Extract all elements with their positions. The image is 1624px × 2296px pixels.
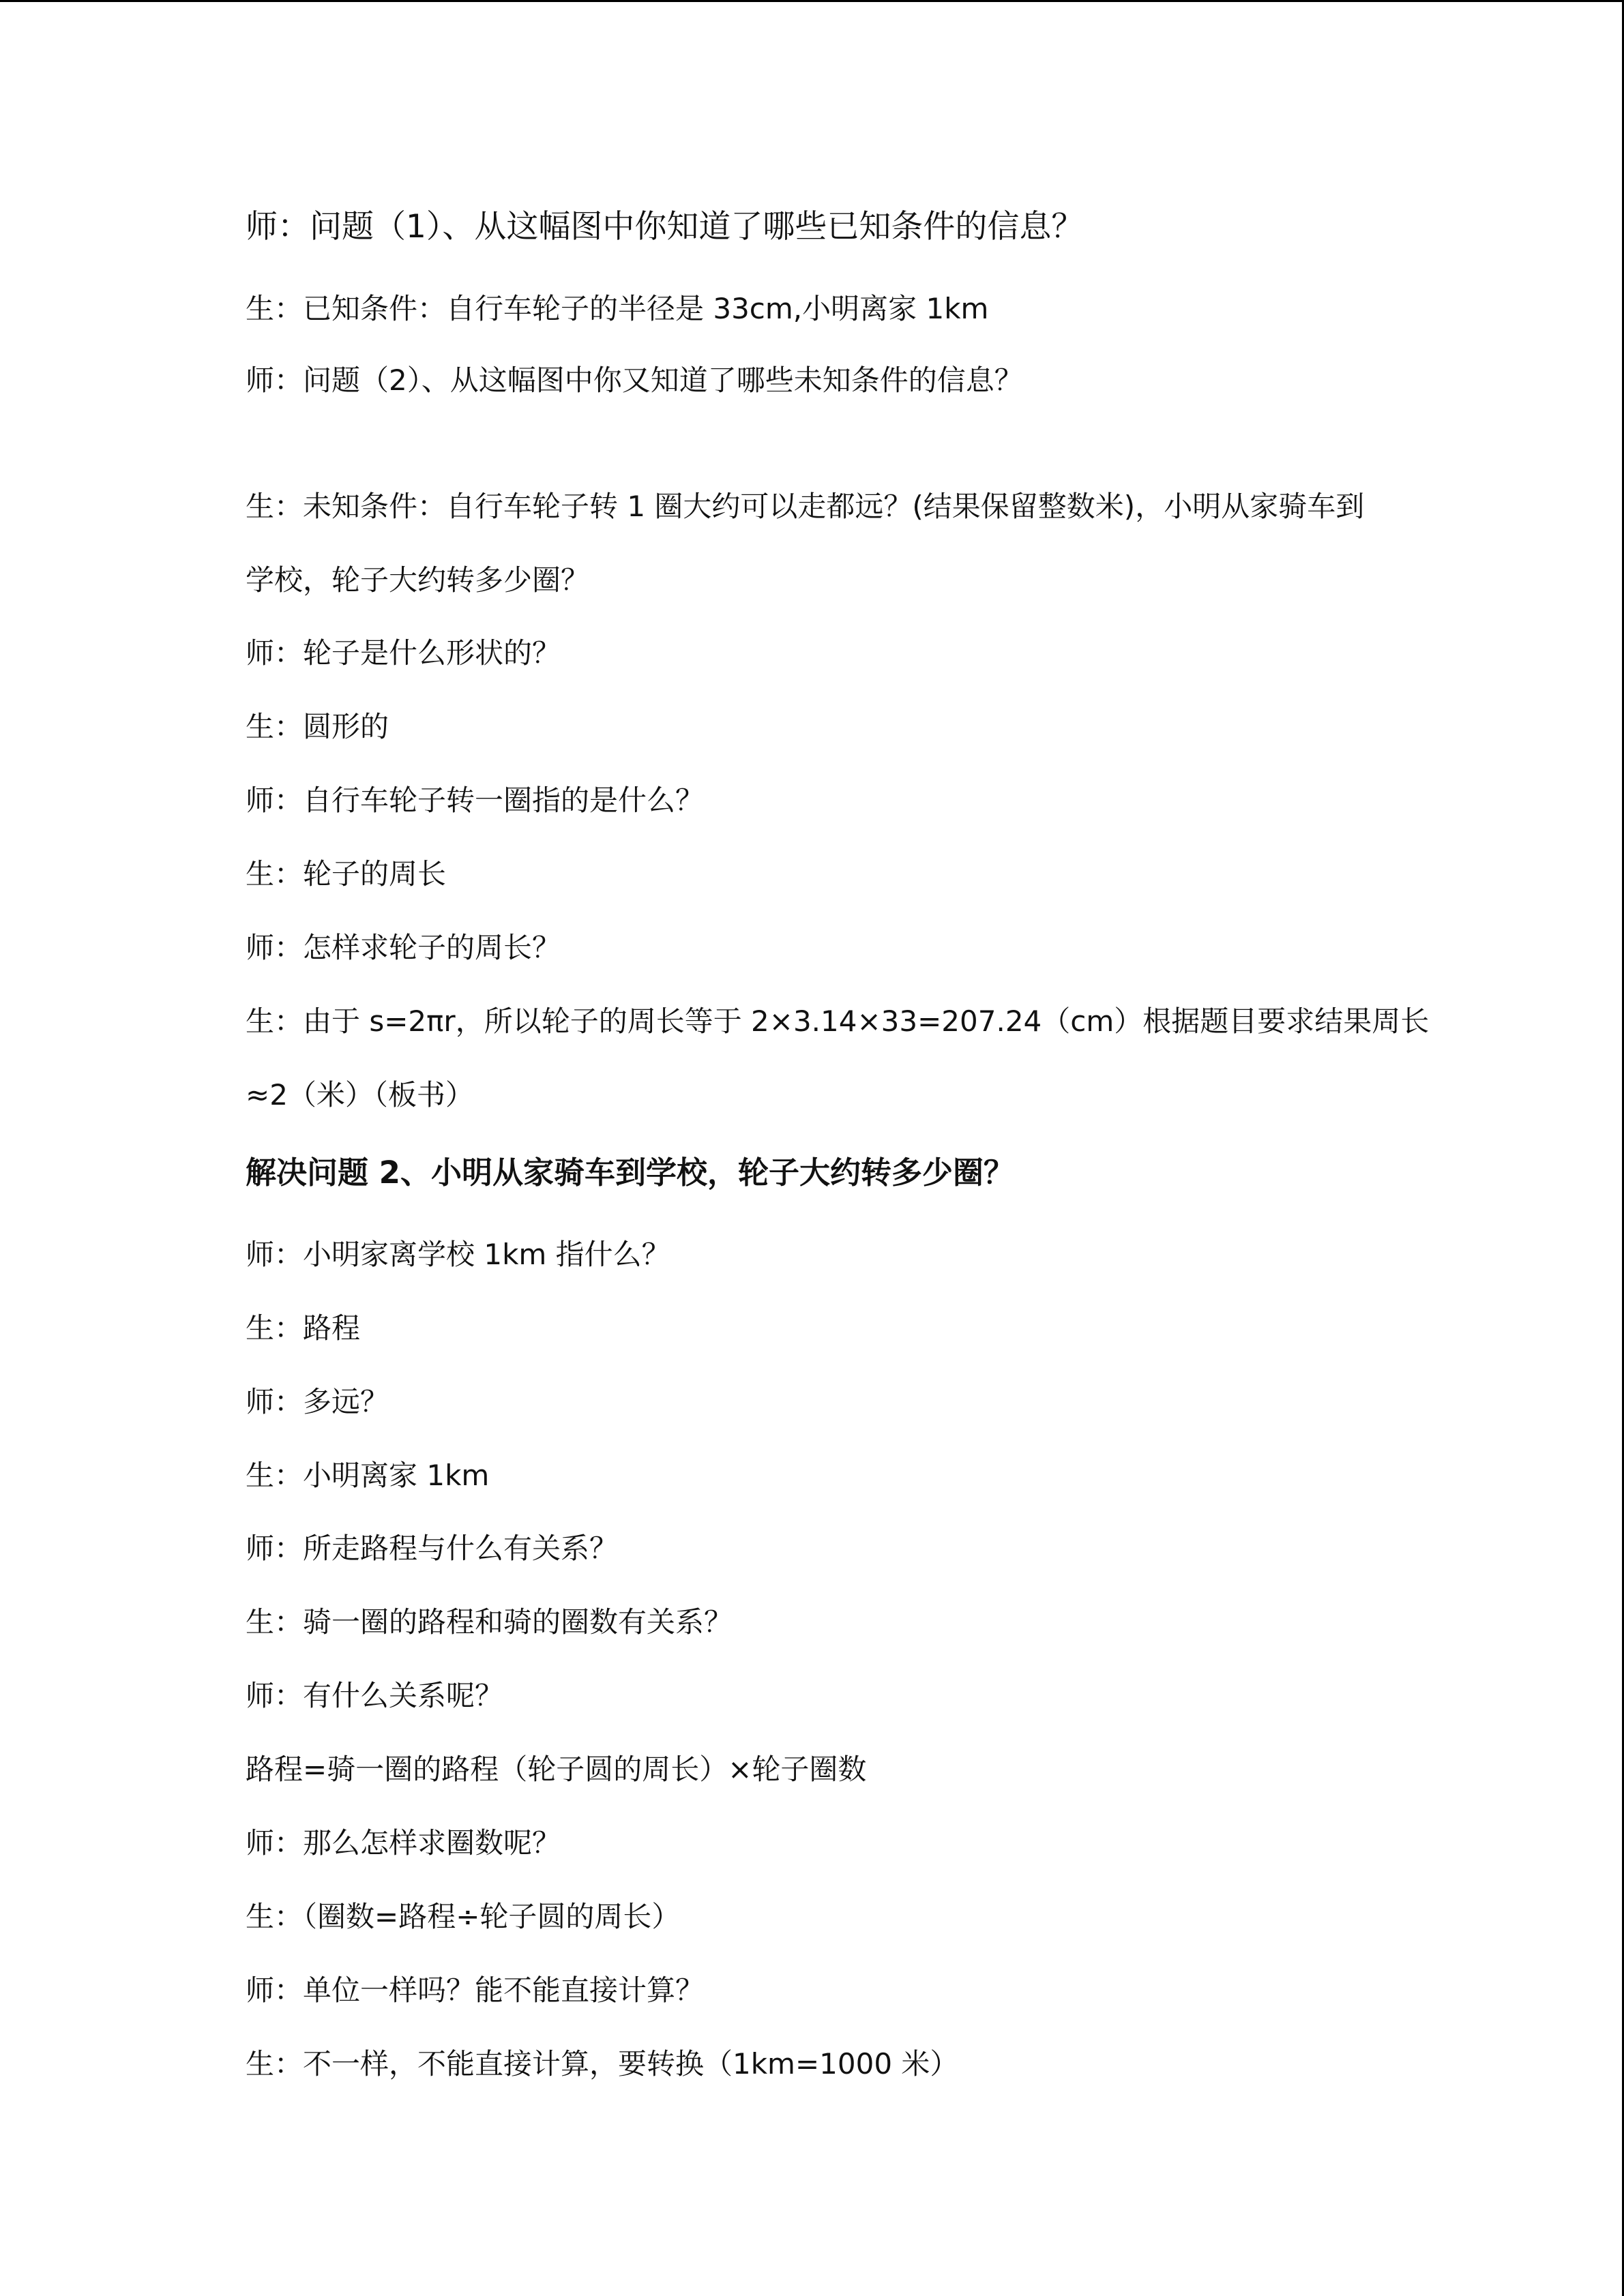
section-heading-problem-2: 解决问题 2、小明从家骑车到学校，轮子大约转多少圈？ <box>246 1154 1014 1191</box>
line-known-conditions: 生：已知条件：自行车轮子的半径是 33cm,小明离家 1km <box>246 292 989 325</box>
line-one-turn-answer: 生：轮子的周长 <box>246 857 447 891</box>
line-relation-answer: 生：骑一圈的路程和骑的圈数有关系？ <box>246 1605 733 1639</box>
line-one-turn-question: 师：自行车轮子转一圈指的是什么？ <box>246 784 705 817</box>
line-perimeter-answer: 生：由于 s=2πr，所以轮子的周长等于 2×3.14×33=207.24（cm）根据题目要求结果周长 <box>246 1004 1430 1038</box>
line-what-relation-question: 师：有什么关系呢？ <box>246 1679 504 1712</box>
line-relation-question: 师：所走路程与什么有关系？ <box>246 1532 619 1565</box>
line-units-question: 师：单位一样吗？能不能直接计算？ <box>246 1973 705 2007</box>
line-perimeter-answer-cont: ≈2（米）（板书） <box>246 1078 474 1112</box>
line-distance-answer: 生：路程 <box>246 1311 361 1345</box>
line-wheel-shape-question: 师：轮子是什么形状的？ <box>246 636 561 670</box>
page-top-border <box>0 0 1624 2</box>
line-how-far-question: 师：多远？ <box>246 1385 389 1418</box>
line-turns-formula: 生：（圈数=路程÷轮子圆的周长） <box>246 1900 681 1933</box>
line-wheel-shape-answer: 生：圆形的 <box>246 710 389 743</box>
line-unknown-conditions-cont: 学校，轮子大约转多少圈？ <box>246 563 590 597</box>
line-question-1: 师：问题（1）、从这幅图中你知道了哪些已知条件的信息？ <box>246 208 1084 245</box>
line-question-2: 师：问题（2）、从这幅图中你又知道了哪些未知条件的信息？ <box>246 363 1023 397</box>
line-distance-question: 师：小明家离学校 1km 指什么？ <box>246 1238 670 1271</box>
line-units-answer: 生：不一样，不能直接计算，要转换（1km=1000 米） <box>246 2047 959 2081</box>
line-distance-formula: 路程=骑一圈的路程（轮子圆的周长）×轮子圈数 <box>246 1753 867 1786</box>
line-perimeter-question: 师：怎样求轮子的周长？ <box>246 931 561 964</box>
line-turns-question: 师：那么怎样求圈数呢？ <box>246 1826 561 1860</box>
line-unknown-conditions: 生：未知条件：自行车轮子转 1 圈大约可以走都远？(结果保留整数米)，小明从家骑车到 <box>246 490 1365 523</box>
line-how-far-answer: 生：小明离家 1km <box>246 1459 490 1492</box>
